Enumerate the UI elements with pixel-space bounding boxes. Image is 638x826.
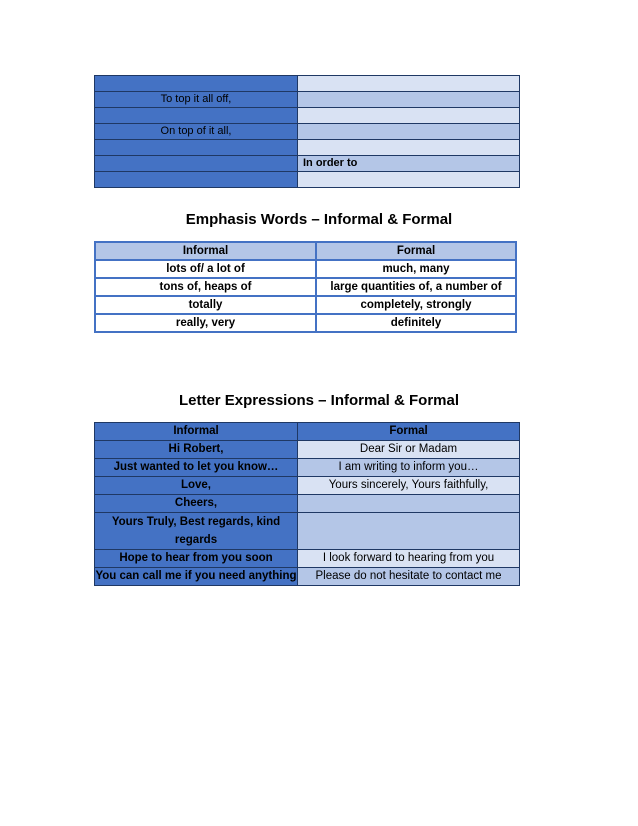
table-row — [95, 459, 520, 477]
table-cell: Dear Sir or Madam — [298, 441, 520, 459]
letter-expressions-table — [94, 422, 520, 586]
table-cell: completely, strongly — [316, 296, 516, 314]
transition-phrases-table — [94, 75, 520, 188]
table-cell — [95, 76, 298, 92]
table-cell — [298, 108, 520, 124]
table-cell: Yours sincerely, Yours faithfully, — [298, 477, 520, 495]
table-cell: On top of it all, — [95, 124, 298, 140]
table-cell: really, very — [95, 314, 316, 332]
table-row — [95, 76, 520, 92]
table-row — [95, 156, 520, 172]
table-cell: Yours Truly, Best regards, kind regards — [95, 513, 298, 550]
table-row — [95, 477, 520, 495]
table-cell: In order to — [298, 156, 520, 172]
table-cell — [95, 108, 298, 124]
table-cell: Please do not hesitate to contact me — [298, 568, 520, 586]
emphasis-words-table — [94, 241, 517, 333]
table-row — [95, 495, 520, 513]
table-cell: tons of, heaps of — [95, 278, 316, 296]
table-row — [95, 140, 520, 156]
header-formal: Formal — [316, 242, 516, 260]
table-row — [95, 513, 520, 550]
table-cell — [298, 495, 520, 513]
table-row — [95, 260, 516, 278]
table-cell — [95, 172, 298, 188]
table-cell: Love, — [95, 477, 298, 495]
table-row — [95, 550, 520, 568]
table-cell: large quantities of, a number of — [316, 278, 516, 296]
table-cell: lots of/ a lot of — [95, 260, 316, 278]
table-cell — [298, 92, 520, 108]
table-cell: I look forward to hearing from you — [298, 550, 520, 568]
header-formal: Formal — [298, 423, 520, 441]
table-cell: totally — [95, 296, 316, 314]
table-row — [95, 314, 516, 332]
table-cell — [95, 140, 298, 156]
header-informal: Informal — [95, 242, 316, 260]
table-row — [95, 108, 520, 124]
table-cell: To top it all off, — [95, 92, 298, 108]
table-row — [95, 92, 520, 108]
table-cell: definitely — [316, 314, 516, 332]
table-cell — [298, 76, 520, 92]
table-row — [95, 441, 520, 459]
table-cell: I am writing to inform you… — [298, 459, 520, 477]
table-row — [95, 568, 520, 586]
emphasis-section-title: Emphasis Words – Informal & Formal — [185, 211, 453, 228]
table-header-row — [95, 242, 516, 260]
table-row — [95, 172, 520, 188]
table-header-row — [95, 423, 520, 441]
table-cell — [95, 156, 298, 172]
table-row — [95, 278, 516, 296]
header-informal: Informal — [95, 423, 298, 441]
letter-section-title: Letter Expressions – Informal & Formal — [178, 392, 460, 409]
table-cell — [298, 140, 520, 156]
table-row — [95, 124, 520, 140]
table-cell: Cheers, — [95, 495, 298, 513]
table-cell — [298, 172, 520, 188]
table-cell — [298, 124, 520, 140]
table-cell: Hi Robert, — [95, 441, 298, 459]
table-cell: Just wanted to let you know… — [95, 459, 298, 477]
table-row — [95, 296, 516, 314]
table-cell: much, many — [316, 260, 516, 278]
table-cell — [298, 513, 520, 550]
table-cell: Hope to hear from you soon — [95, 550, 298, 568]
table-cell: You can call me if you need anything — [95, 568, 298, 586]
